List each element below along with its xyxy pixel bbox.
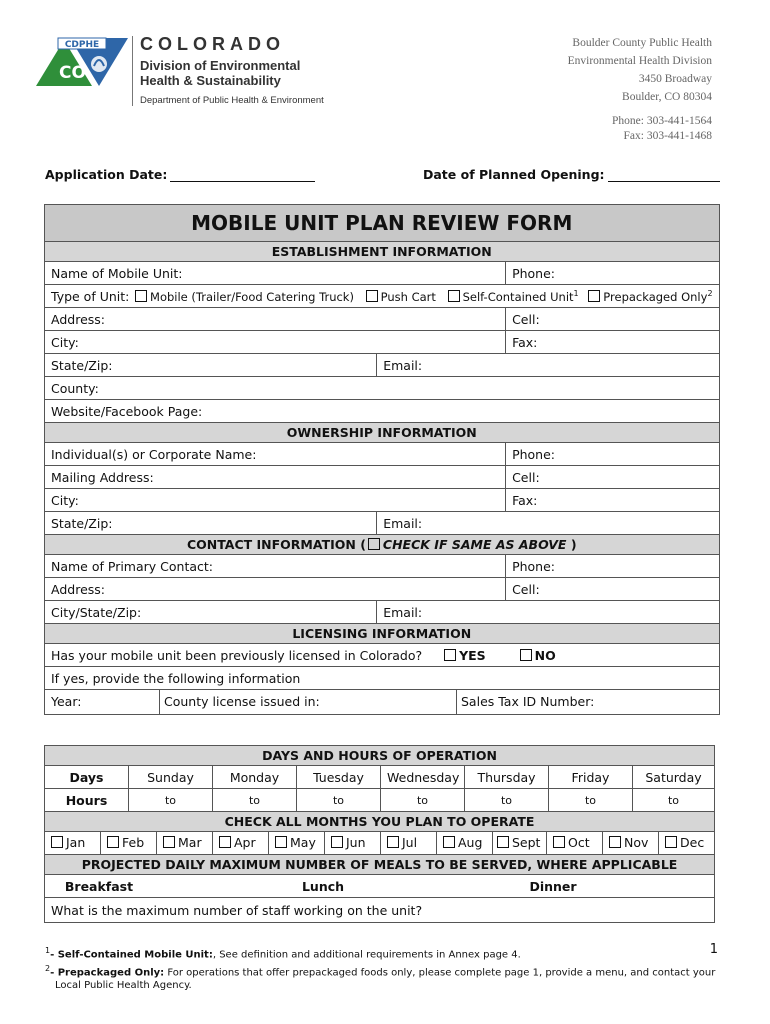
day-saturday: Saturday (633, 766, 715, 789)
establishment-email-field[interactable]: Email: (377, 354, 719, 377)
hours-label: Hours (45, 789, 129, 812)
licensed-question-row (45, 644, 720, 667)
agency-contact (612, 114, 712, 144)
footnote-2-term: - Prepackaged Only: (50, 967, 165, 979)
primary-contact-field[interactable]: Name of Primary Contact: (45, 555, 506, 578)
application-date-row (45, 167, 315, 182)
owner-statezip-field[interactable]: State/Zip: (45, 512, 377, 535)
establishment-statezip-field[interactable]: State/Zip: (45, 354, 377, 377)
month-mar-label: Mar (178, 835, 202, 850)
establishment-fax-field[interactable]: Fax: (506, 331, 719, 354)
meals-heading: PROJECTED DAILY MAXIMUM NUMBER OF MEALS TO BE SERVED, WHERE APPLICABLE (45, 855, 715, 875)
self-contained-label: Self-Contained Unit (462, 289, 574, 304)
if-yes-note: If yes, provide the following information (45, 667, 720, 690)
hours-heading: DAYS AND HOURS OF OPERATION (45, 746, 715, 766)
month-jul-label: Jul (402, 835, 418, 850)
ownership-heading: OWNERSHIP INFORMATION (45, 423, 720, 443)
logo-divider (132, 36, 133, 106)
day-wednesday: Wednesday (381, 766, 465, 789)
footnote-2-text: For operations that offer prepackaged foods only, please complete page 1, provide a menu, and contact your (164, 967, 716, 979)
days-label: Days (45, 766, 129, 789)
footnote-1 (45, 944, 521, 961)
department-name: Department of Public Health & Environment (140, 95, 324, 106)
month-dec-label: Dec (680, 835, 705, 850)
lunch-field[interactable]: Lunch (301, 878, 345, 894)
address-line2: Environmental Health Division (567, 55, 712, 67)
licensed-no-checkbox[interactable] (520, 649, 532, 661)
contact-heading-text: CONTACT INFORMATION ( (186, 537, 366, 552)
planned-opening-field[interactable] (608, 169, 720, 182)
month-aug[interactable] (437, 832, 493, 854)
breakfast-field[interactable]: Breakfast (64, 878, 134, 894)
contact-email-field[interactable]: Email: (377, 601, 719, 624)
contact-heading-close: ) (566, 537, 577, 552)
month-oct-label: Oct (568, 835, 590, 850)
owner-city-field[interactable]: City: (45, 489, 506, 512)
same-as-above-checkbox[interactable] (368, 538, 380, 550)
month-nov[interactable] (603, 832, 659, 854)
establishment-phone-field[interactable]: Phone: (506, 262, 719, 285)
mobile-unit-name-field[interactable]: Name of Mobile Unit: (45, 262, 506, 285)
website-field[interactable]: Website/Facebook Page: (45, 400, 720, 423)
unit-type-label: Type of Unit: (51, 288, 130, 304)
licensed-no-label: NO (534, 647, 556, 663)
day-monday: Monday (213, 766, 297, 789)
month-jun[interactable] (325, 832, 381, 854)
mobile-label: Mobile (Trailer/Food Catering Truck) (150, 289, 354, 304)
self-contained-checkbox[interactable] (448, 290, 460, 302)
planned-opening-row (423, 167, 720, 182)
contact-cell-field[interactable]: Cell: (506, 578, 719, 601)
division-line1: Division of Environmental (140, 58, 301, 73)
month-sept-label: Sept (512, 835, 541, 850)
hours-friday-field[interactable]: to (549, 789, 633, 812)
application-date-field[interactable] (170, 169, 315, 182)
address-line3: 3450 Broadway (638, 73, 712, 85)
division-name (140, 58, 300, 88)
mobile-checkbox[interactable] (135, 290, 147, 302)
planned-opening-label: Date of Planned Opening: (423, 167, 605, 182)
page-number: 1 (709, 942, 718, 957)
month-dec[interactable] (659, 832, 714, 854)
month-apr[interactable] (213, 832, 269, 854)
contact-heading (45, 535, 720, 555)
establishment-county-field[interactable]: County: (45, 377, 720, 400)
address-line4: Boulder, CO 80304 (622, 91, 712, 103)
month-apr-label: Apr (234, 835, 256, 850)
months-heading: CHECK ALL MONTHS YOU PLAN TO OPERATE (45, 812, 715, 832)
licensed-yes-checkbox[interactable] (444, 649, 456, 661)
hours-tuesday-field[interactable]: to (297, 789, 381, 812)
month-jul[interactable] (381, 832, 437, 854)
push-cart-checkbox[interactable] (366, 290, 378, 302)
footnote-ref-2: 2 (707, 288, 713, 298)
day-tuesday: Tuesday (297, 766, 381, 789)
footnote-1-text: , See definition and additional requirements in Annex page 4. (212, 949, 521, 961)
plan-review-table (44, 204, 720, 715)
hours-thursday-field[interactable]: to (465, 789, 549, 812)
footnote-1-term: - Self-Contained Mobile Unit: (50, 949, 213, 961)
day-friday: Friday (549, 766, 633, 789)
dinner-field[interactable]: Dinner (529, 878, 577, 894)
month-oct[interactable] (547, 832, 603, 854)
hours-sunday-field[interactable]: to (129, 789, 213, 812)
colorado-wordmark: COLORADO (140, 34, 285, 54)
establishment-cell-field[interactable]: Cell: (506, 308, 719, 331)
prepackaged-checkbox[interactable] (588, 290, 600, 302)
cdphe-mark-text: CDPHE (64, 40, 100, 50)
footnote-2 (45, 962, 715, 992)
colorado-logo-mark-icon (36, 36, 136, 106)
licensed-yes-label: YES (459, 647, 486, 663)
day-thursday: Thursday (465, 766, 549, 789)
establishment-address-field[interactable]: Address: (45, 308, 506, 331)
month-aug-label: Aug (458, 835, 483, 850)
license-county-field[interactable]: County license issued in: (160, 690, 457, 714)
form-title: MOBILE UNIT PLAN REVIEW FORM (45, 205, 720, 242)
sales-tax-field[interactable]: Sales Tax ID Number: (461, 694, 595, 709)
hours-monday-field[interactable]: to (213, 789, 297, 812)
day-sunday: Sunday (129, 766, 213, 789)
application-date-label: Application Date: (45, 167, 168, 182)
months-row (45, 832, 715, 855)
month-jan[interactable] (45, 832, 101, 854)
month-jun-label: Jun (346, 835, 366, 850)
establishment-heading: ESTABLISHMENT INFORMATION (45, 242, 720, 262)
unit-type-row (45, 285, 720, 308)
footnote-2-text-cont: Local Public Health Agency. (55, 980, 192, 992)
license-year-field[interactable]: Year: (45, 690, 160, 714)
month-may-label: May (290, 835, 316, 850)
agency-address (568, 34, 712, 106)
month-sept[interactable] (493, 832, 547, 854)
month-mar[interactable] (157, 832, 213, 854)
address-line1: Boulder County Public Health (572, 37, 712, 49)
owner-phone-field[interactable]: Phone: (506, 443, 719, 466)
month-feb-label: Feb (122, 835, 145, 850)
month-nov-label: Nov (624, 835, 649, 850)
month-feb[interactable] (101, 832, 157, 854)
footnote-1-number: 1 (45, 946, 51, 955)
owner-mailing-field[interactable]: Mailing Address: (45, 466, 506, 489)
establishment-city-field[interactable]: City: (45, 331, 506, 354)
prepackaged-label: Prepackaged Only (603, 289, 708, 304)
hours-wednesday-field[interactable]: to (381, 789, 465, 812)
owner-email-field[interactable]: Email: (377, 512, 719, 535)
staff-field[interactable]: What is the maximum number of staff working on the unit? (45, 898, 715, 923)
owner-cell-field[interactable]: Cell: (506, 466, 719, 489)
meals-row (45, 875, 715, 898)
push-cart-label: Push Cart (380, 289, 436, 304)
licensed-question: Has your mobile unit been previously licensed in Colorado? (51, 647, 423, 663)
same-as-above-label: CHECK IF SAME AS ABOVE (382, 537, 567, 552)
division-line2: Health & Sustainability (140, 73, 281, 88)
co-mark-text: CO (59, 63, 86, 83)
agency-phone: Phone: 303-441-1564 (612, 115, 712, 127)
colorado-cdphe-logo (36, 36, 336, 116)
hours-saturday-field[interactable]: to (633, 789, 715, 812)
owner-fax-field[interactable]: Fax: (506, 489, 719, 512)
month-jan-label: Jan (66, 835, 86, 850)
hours-table (44, 745, 715, 923)
licensing-heading: LICENSING INFORMATION (45, 624, 720, 644)
footnote-2-number: 2 (45, 964, 51, 973)
contact-phone-field[interactable]: Phone: (506, 555, 719, 578)
agency-fax: Fax: 303-441-1468 (623, 130, 712, 142)
license-details-row (45, 690, 720, 715)
contact-citystatezip-field[interactable]: City/State/Zip: (45, 601, 377, 624)
month-may[interactable] (269, 832, 325, 854)
contact-address-field[interactable]: Address: (45, 578, 506, 601)
footnote-ref-1: 1 (573, 288, 579, 298)
owner-name-field[interactable]: Individual(s) or Corporate Name: (45, 443, 506, 466)
